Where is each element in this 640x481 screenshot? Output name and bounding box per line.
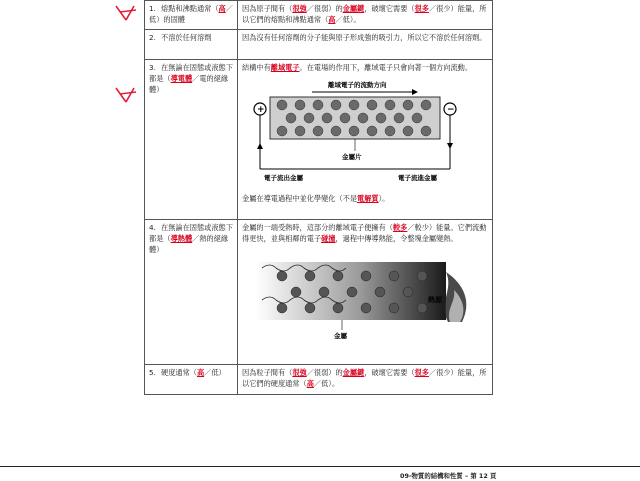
arrow-down-icon	[447, 143, 453, 149]
explanation-cell: 金屬的一端受熱時，這部分的離域電子便擁有（較多／較少）能量。它們流動得更快，並與相鄰的電子碰撞，過程中傳導熱能，令整塊金屬變熱。 熱源 金屬	[238, 220, 493, 365]
explanation-cell: 結構中有離域電子。在電場的作用下，離域電子只會向著一個方向流動。 離域電子的流動方向 + − 金屬片 電子流出金屬 電子流進金屬 金屬在導電過程中並化學變化（不是電解質）。	[238, 60, 493, 220]
heat-conduction-diagram	[242, 250, 480, 342]
svg-text:−: −	[447, 105, 455, 115]
conduction-diagram	[242, 77, 480, 187]
table-row	[145, 1, 493, 30]
flow-direction-label: 離域電子的流動方向	[328, 81, 387, 89]
page-footer-rule	[0, 466, 640, 481]
metal-label: 金屬	[334, 332, 347, 340]
red-check-mark-icon	[114, 2, 140, 24]
conduction-note: 金屬在導電過程中並化學變化（不是電解質）。	[242, 194, 390, 203]
explanation-cell: 因為粒子間有（很強／很弱）的金屬鍵，破壞它需要（很多／很少）能量，所以它們的硬度通常（高／低）。	[238, 365, 493, 395]
property-cell: 4. 在無論在固態或液態下都是（導熱體／熱的絕緣體）	[145, 220, 238, 365]
arrow-right-icon	[412, 89, 418, 95]
metal-sheet-label: 金屬片	[342, 153, 362, 161]
property-cell: 5. 硬度通常（高／低）	[145, 365, 238, 395]
electrons-in-label: 電子流進金屬	[398, 174, 437, 182]
table-row	[145, 220, 493, 365]
table-row	[145, 365, 493, 395]
svg-text:+: +	[257, 105, 265, 115]
property-cell: 3. 在無論在固態或液態下都是（導電體／電的絕緣體）	[145, 60, 238, 220]
property-cell: 1. 熔點和沸點通常（高／低）的固體	[145, 1, 238, 30]
table-row	[145, 30, 493, 60]
properties-table	[144, 0, 493, 395]
heat-source-label: 熱源	[428, 296, 442, 304]
property-cell: 2. 不溶於任何溶劑	[145, 30, 238, 60]
electrons-out-label: 電子流出金屬	[264, 174, 303, 182]
explanation-cell: 因為沒有任何溶劑的分子能與原子形成強的吸引力，所以它不溶於任何溶劑。	[238, 30, 493, 60]
explanation-cell: 因為原子間有（很強／很弱）的金屬鍵，破壞它需要（很多／很少）能量，所以它們的熔點和沸點通常（高／低）。	[238, 1, 493, 30]
red-check-mark-icon	[114, 84, 140, 106]
arrow-up-icon	[257, 143, 263, 149]
page-footer: 09-物質的結構和性質 – 第 12 頁	[400, 472, 497, 480]
table-row	[145, 60, 493, 220]
